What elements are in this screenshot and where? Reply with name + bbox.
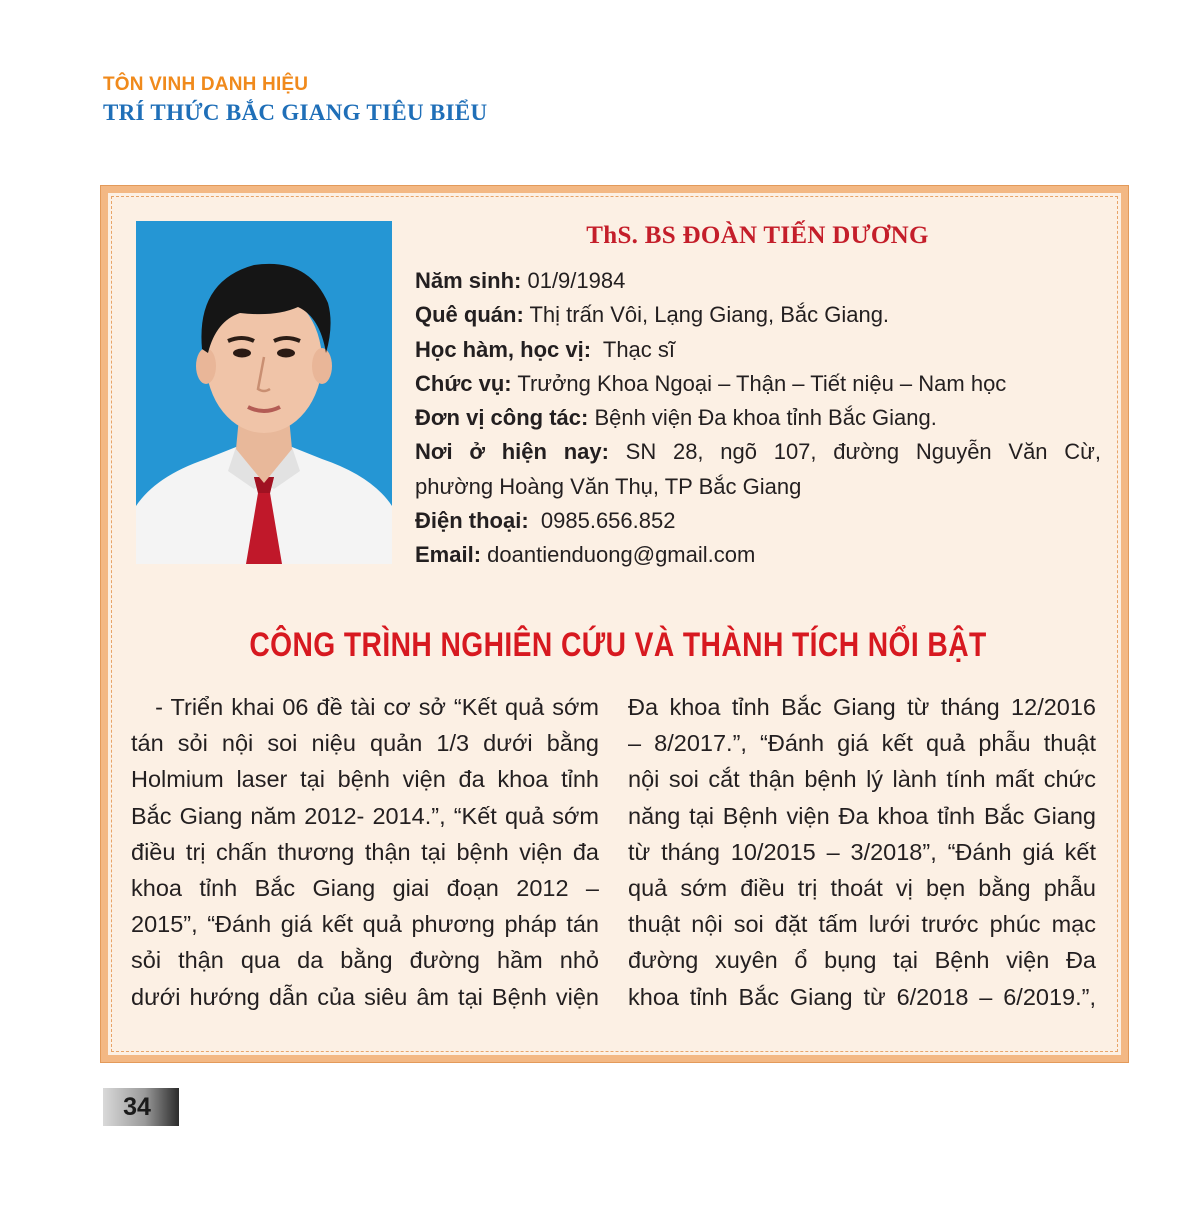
body-column-right — [628, 689, 1096, 1015]
body-line: 2015”, “Đánh giá kết quả phương pháp tán — [131, 911, 599, 938]
profile-info — [415, 264, 1101, 573]
body-line: khoa tỉnh Bắc Giang từ 6/2018 – 6/2019.”, — [628, 983, 1096, 1010]
info-value: 01/9/1984 — [521, 268, 626, 293]
info-value: Trưởng Khoa Ngoại – Thận – Tiết niệu – Nam học — [511, 370, 1007, 396]
info-row-phone — [415, 504, 1101, 538]
body-line: sỏi thận qua da bằng đường hầm nhỏ — [131, 947, 599, 974]
body-line: dưới hướng dẫn của siêu âm tại Bệnh viện — [131, 983, 599, 1010]
portrait-illustration — [136, 221, 392, 564]
info-row-position — [415, 367, 1101, 401]
info-value: Thạc sĩ — [591, 336, 676, 362]
body-line: Holmium laser tại bệnh viện đa khoa tỉnh — [131, 766, 599, 793]
info-label: Học hàm, học vị: — [415, 336, 592, 362]
info-value: doantienduong@gmail.com — [481, 542, 756, 568]
body-line: quả sớm điều trị thoát vị bẹn bằng phẫu — [628, 875, 1096, 902]
body-line: Đa khoa tỉnh Bắc Giang từ tháng 12/2016 — [628, 694, 1096, 720]
info-label: Điện thoại: — [415, 508, 529, 534]
info-row-birth — [415, 264, 1101, 298]
body-line: - Triển khai 06 đề tài cơ sở “Kết quả sớm — [131, 694, 599, 720]
body-line: điều trị chấn thương thận tại bệnh viện đa — [131, 838, 599, 865]
header-top-title: TÔN VINH DANH HIỆU — [103, 74, 309, 95]
info-label: Chức vụ: — [415, 370, 512, 396]
info-row-address-cont: phường Hoàng Văn Thụ, TP Bắc Giang — [415, 473, 802, 499]
info-value: 0985.656.852 — [528, 508, 676, 534]
portrait-photo — [136, 221, 392, 564]
body-line: nội soi cắt thận bệnh lý lành tính mất chức — [628, 766, 1096, 793]
info-row-degree — [415, 333, 1101, 367]
body-line: khoa tỉnh Bắc Giang giai đoạn 2012 – — [131, 875, 599, 902]
header-subtitle: TRÍ THỨC BẮC GIANG TIÊU BIỂU — [103, 100, 488, 125]
info-value: Thị trấn Vôi, Lạng Giang, Bắc Giang. — [523, 302, 890, 328]
body-line: từ tháng 10/2015 – 3/2018”, “Đánh giá kết — [628, 838, 1096, 865]
info-value: Bệnh viện Đa khoa tỉnh Bắc Giang. — [588, 405, 937, 431]
body-line: thuật nội soi đặt tấm lưới trước phúc mạc — [628, 911, 1096, 938]
body-line: – 8/2017.”, “Đánh giá kết quả phẫu thuật — [628, 730, 1096, 757]
section-title: CÔNG TRÌNH NGHIÊN CỨU VÀ THÀNH TÍCH NỔI BẬT — [249, 626, 987, 664]
info-label: Email: — [415, 542, 482, 568]
info-label: Đơn vị công tác: — [415, 405, 589, 431]
info-value: SN 28, ngõ 107, đường Nguyễn Văn Cừ, — [625, 439, 1101, 465]
info-row-workplace — [415, 401, 1101, 435]
info-row-address — [415, 435, 1101, 469]
info-row-hometown — [415, 298, 1101, 332]
person-name: ThS. BS ĐOÀN TIẾN DƯƠNG — [586, 222, 929, 249]
info-label: Nơi ở hiện nay: — [415, 439, 609, 465]
info-label: Năm sinh: — [415, 268, 522, 293]
body-line: năng tại Bệnh viện Đa khoa tỉnh Bắc Giang — [628, 802, 1096, 829]
info-row-email — [415, 538, 1101, 572]
body-column-left — [131, 689, 599, 1015]
page-number: 34 — [123, 1093, 151, 1121]
info-label: Quê quán: — [415, 302, 524, 328]
body-line: Bắc Giang năm 2012- 2014.”, “Kết quả sớm — [131, 802, 599, 829]
body-line: tán sỏi nội soi niệu quản 1/3 dưới bằng — [131, 730, 599, 757]
body-line: đường xuyên ổ bụng tại Bệnh viện Đa — [628, 947, 1096, 974]
